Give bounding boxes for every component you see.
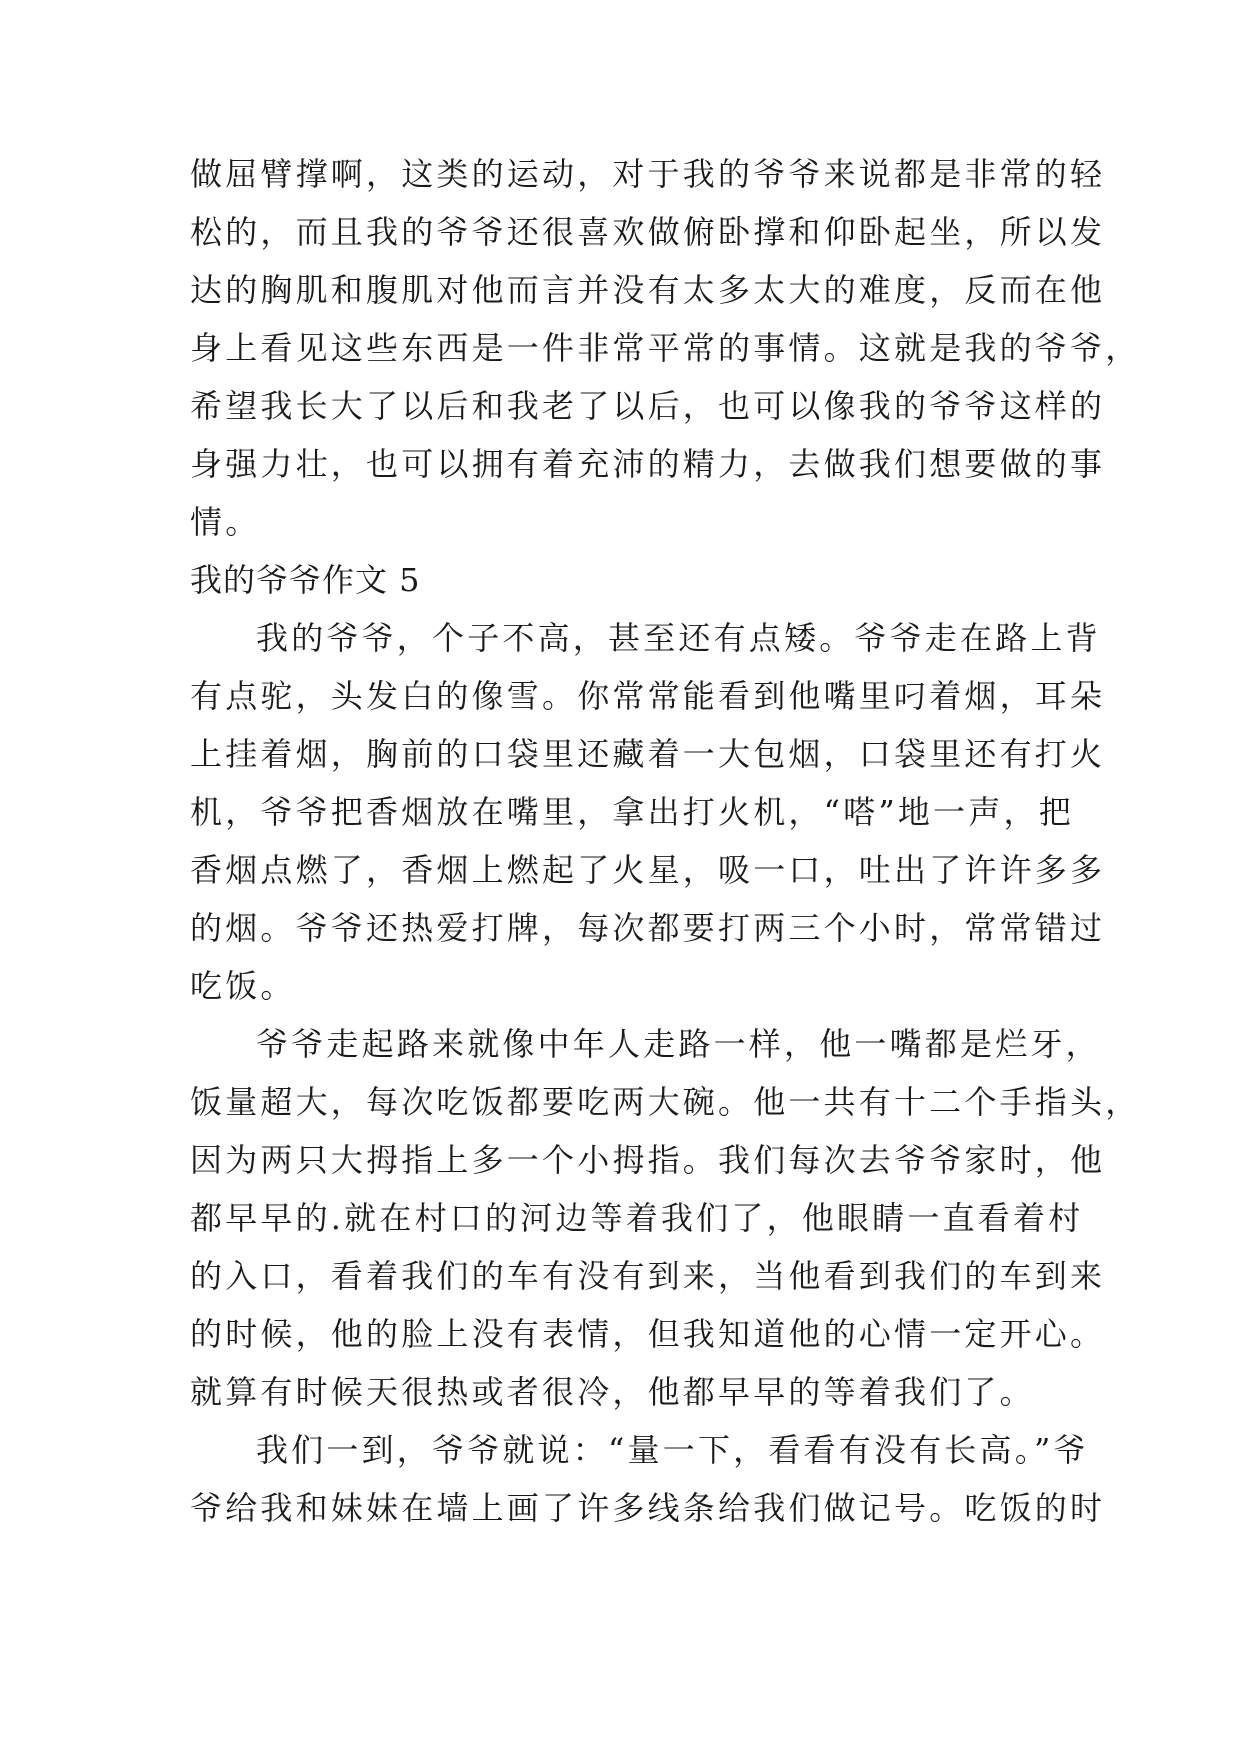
text-line: 爷爷走起路来就像中年人走路一样，他一嘴都是烂牙， <box>256 1025 1101 1063</box>
text-line: 机，爷爷把香烟放在嘴里，拿出打火机，“嗒”地一声，把 <box>190 793 1074 831</box>
text-line: 我们一到，爷爷就说：“量一下，看看有没有长高。”爷 <box>256 1431 1089 1469</box>
text-line: 有点驼，头发白的像雪。你常常能看到他嘴里叼着烟，耳朵 <box>190 677 1106 715</box>
text-line: 松的，而且我的爷爷还很喜欢做俯卧撑和仰卧起坐，所以发 <box>190 213 1106 251</box>
text-line: 做屈臂撑啊，这类的运动，对于我的爷爷来说都是非常的轻 <box>190 155 1106 193</box>
text-line: 因为两只大拇指上多一个小拇指。我们每次去爷爷家时，他 <box>190 1141 1106 1179</box>
text-line: 都早早的.就在村口的河边等着我们了，他眼睛一直看着村 <box>190 1199 1084 1237</box>
text-line: 的入口，看着我们的车有没有到来，当他看到我们的车到来 <box>190 1257 1106 1295</box>
text-line: 身上看见这些东西是一件非常平常的事情。这就是我的爷爷， <box>190 329 1141 367</box>
text-line: 香烟点燃了，香烟上燃起了火星，吸一口，吐出了许许多多 <box>190 851 1106 889</box>
text-line: 爷给我和妹妹在墙上画了许多线条给我们做记号。吃饭的时 <box>190 1489 1106 1527</box>
text-line: 饭量超大，每次吃饭都要吃两大碗。他一共有十二个手指头， <box>190 1083 1141 1121</box>
text-line: 希望我长大了以后和我老了以后，也可以像我的爷爷这样的 <box>190 387 1106 425</box>
text-line: 的时候，他的脸上没有表情，但我知道他的心情一定开心。 <box>190 1315 1106 1353</box>
section-heading: 我的爷爷作文 5 <box>190 561 421 599</box>
text-line: 情。 <box>190 503 261 541</box>
text-line: 的烟。爷爷还热爱打牌，每次都要打两三个小时，常常错过 <box>190 909 1106 947</box>
text-line: 上挂着烟，胸前的口袋里还藏着一大包烟，口袋里还有打火 <box>190 735 1106 773</box>
text-line: 就算有时候天很热或者很冷，他都早早的等着我们了。 <box>190 1373 1035 1411</box>
text-line: 我的爷爷，个子不高，甚至还有点矮。爷爷走在路上背 <box>256 619 1101 657</box>
text-line: 身强力壮，也可以拥有着充沛的精力，去做我们想要做的事 <box>190 445 1106 483</box>
text-line: 吃饭。 <box>190 967 296 1005</box>
text-line: 达的胸肌和腹肌对他而言并没有太多太大的难度，反而在他 <box>190 271 1106 309</box>
